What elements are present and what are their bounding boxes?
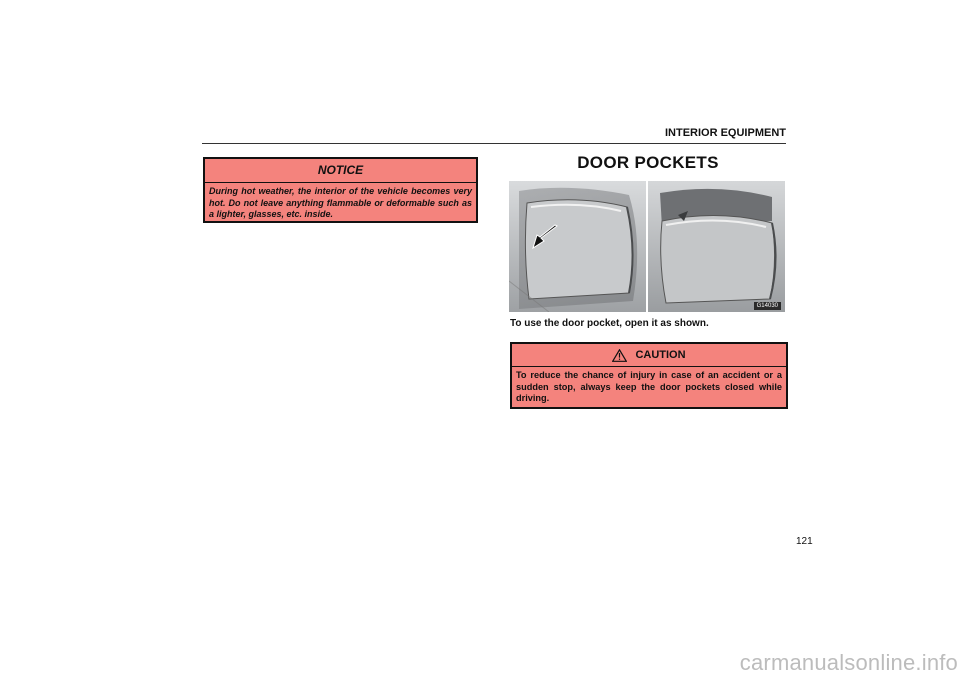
caution-box: [510, 342, 788, 409]
watermark: carmanualsonline.info: [739, 650, 958, 675]
page-number: 121: [796, 536, 813, 547]
section-header: INTERIOR EQUIPMENT: [664, 127, 786, 139]
caution-header: [512, 344, 786, 367]
caution-text: To reduce the chance of injury in case of an accident or a sudden stop, always keep the door pockets closed while driving.: [516, 370, 782, 403]
figure-caption: To use the door pocket, open it as shown.: [510, 318, 709, 329]
figure-code: G14030: [754, 302, 781, 310]
door-pocket-open-photo: [648, 181, 785, 312]
notice-box: [203, 157, 478, 223]
pull-arrow-icon: [531, 224, 561, 250]
page-title: DOOR POCKETS: [577, 153, 719, 172]
notice-text: During hot weather, the interior of the vehicle becomes very hot. Do not leave anything flammable or deformable such as a lighter, glasses, etc. inside.: [209, 186, 472, 219]
header-rule: [202, 143, 786, 144]
notice-title: NOTICE: [205, 159, 476, 183]
caution-title: CAUTION: [635, 349, 686, 361]
door-pocket-closed-photo: [509, 181, 646, 312]
warning-triangle-icon: [612, 349, 627, 362]
